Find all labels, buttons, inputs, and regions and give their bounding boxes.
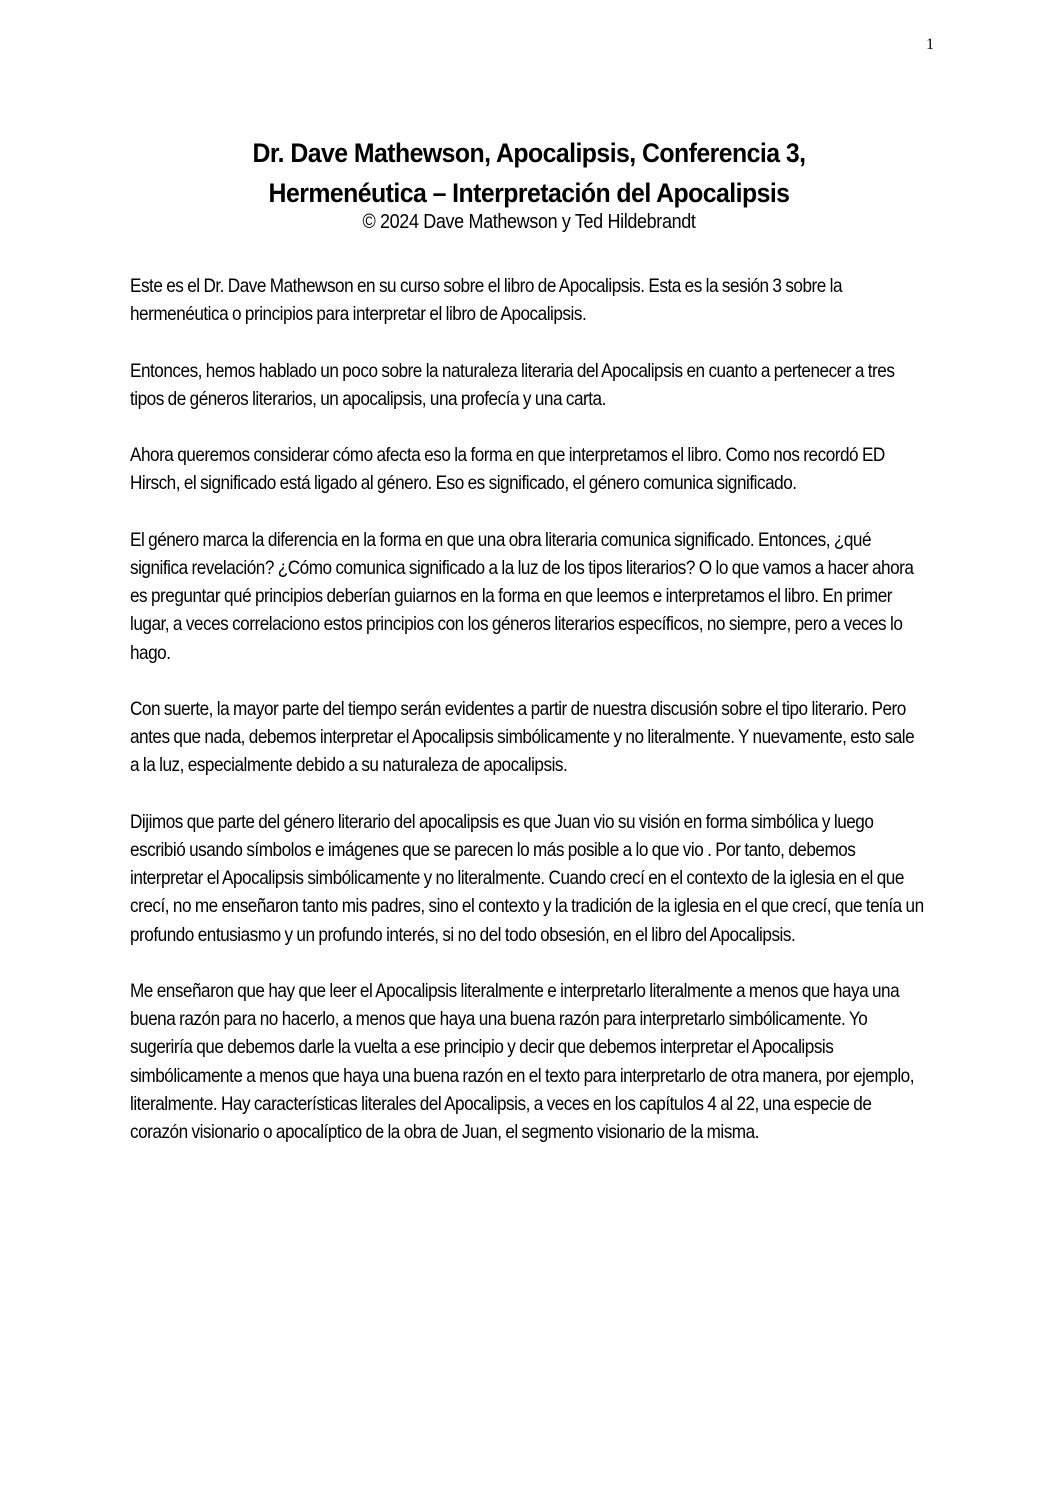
- document-header: [0, 133, 1058, 235]
- paragraph: Este es el Dr. Dave Mathewson en su curso sobre el libro de Apocalipsis. Esta es la sesión 3 sobre la hermenéutica o principios para interpretar el libro de Apocalipsis.: [130, 275, 843, 326]
- paragraph: Me enseñaron que hay que leer el Apocalipsis literalmente e interpretarlo literalmente a menos que haya una buena razón para no hacerlo, a menos que haya una buena razón para interpretarlo simbólicamente. Yo sugeriría que debemos darle la vuelta a ese principio y decir que debemos interpretar el Apocalipsis simbólicamente a menos que haya una buena razón en el texto para interpretarlo de otra manera, por ejemplo, literalmente. Hay características literales del Apocalipsis, a veces en los capítulos 4 al 22, una especie de corazón visionario o apocalíptico de la obra de Juan, el segmento visionario de la misma.: [130, 979, 914, 1143]
- paragraph: Dijimos que parte del género literario del apocalipsis es que Juan vio su visión en forma simbólica y luego escribió usando símbolos e imágenes que se parecen lo más posible a lo que vio . Por tanto, debemos interpretar el Apocalipsis simbólicamente y no literalmente. Cuando crecí en el contexto de la iglesia en el que crecí, no me enseñaron tanto mis padres, sino el contexto y la tradición de la iglesia en el que crecí, que tenía un profundo entusiasmo y un profundo interés, si no del todo obsesión, en el libro del Apocalipsis.: [130, 810, 924, 946]
- copyright-notice: © 2024 Dave Mathewson y Ted Hildebrandt: [362, 211, 696, 233]
- paragraph: Ahora queremos considerar cómo afecta eso la forma en que interpretamos el libro. Como nos recordó ED Hirsch, el significado está ligado al género. Eso es significado, el género comunica significado.: [130, 444, 885, 495]
- document-title-line-1: Dr. Dave Mathewson, Apocalipsis, Conferencia 3,: [252, 138, 806, 168]
- document-body: [130, 272, 1010, 1174]
- paragraph: Con suerte, la mayor parte del tiempo serán evidentes a partir de nuestra discusión sobre el tipo literario. Pero antes que nada, debemos interpretar el Apocalipsis simbólicamente y no literalmente. Y nuevamente, esto sale a la luz, especialmente debido a su naturaleza de apocalipsis.: [130, 697, 915, 777]
- paragraph: El género marca la diferencia en la forma en que una obra literaria comunica significado. Entonces, ¿qué significa revelación? ¿Cómo comunica significado a la luz de los tipos literarios? O lo que vamos a hacer ahora es preguntar qué principios deberían guiarnos en la forma en que leemos e interpretamos el libro. En primer lugar, a veces correlaciono estos principios con los géneros literarios específicos, no siempre, pero a veces lo hago.: [130, 528, 914, 664]
- page-number: 1: [926, 36, 934, 53]
- paragraph: Entonces, hemos hablado un poco sobre la naturaleza literaria del Apocalipsis en cuanto a pertenecer a tres tipos de géneros literarios, un apocalipsis, una profecía y una carta.: [130, 359, 895, 410]
- document-title-line-2: Hermenéutica – Interpretación del Apocalipsis: [268, 178, 790, 208]
